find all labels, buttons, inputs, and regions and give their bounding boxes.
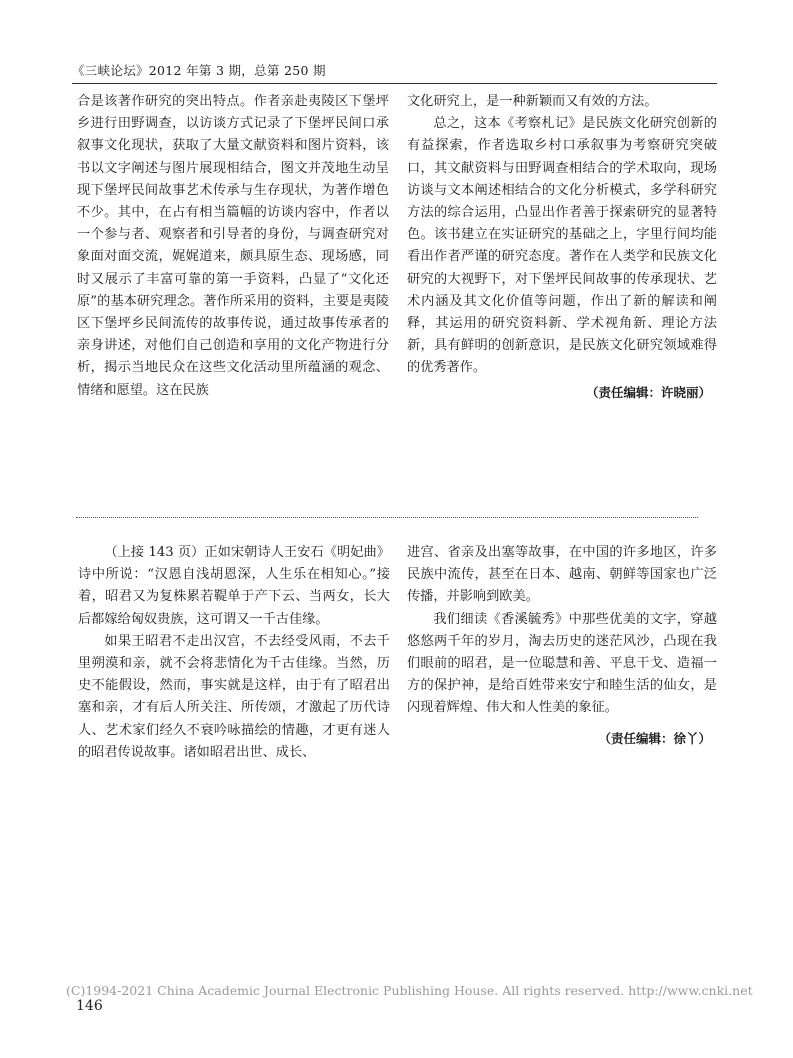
article2-left-paragraph-2: 如果王昭君不走出汉宫，不去经受风雨，不去千里朔漠和亲，就不会将悲情化为千古佳缘。当然，历史不能假设，然而，事实就是这样，由于有了昭君出塞和亲，才有后人所关注、所传颂，才激起了历代诗人、艺术家们经久不衰吟咏描绘的情趣，才更有迷人的昭君传说故事。诸如昭君出世、成长、 <box>78 633 390 760</box>
article1-right-paragraph-1: 文化研究上，是一种新颖而又有效的方法。 <box>407 94 658 109</box>
running-header: 《三峡论坛》2012 年第 3 期，总第 250 期 <box>72 63 326 78</box>
article2-left-paragraph-1: （上接 143 页）正如宋朝诗人王安石《明妃曲》诗中所说：“汉恩自浅胡恩深，人生乐在相知心。”接着，昭君又为复株累若鞮单于产下云、当两女，长大后都嫁给匈奴贵族，这可谓又一千古佳缘。 <box>78 545 390 627</box>
article2-right-column <box>407 542 717 750</box>
article2-right-paragraph-2: 我们细读《香溪毓秀》中那些优美的文字，穿越悠悠两千年的岁月，淘去历史的迷茫风沙，凸现在我们眼前的昭君，是一位聪慧和善、平息干戈、造福一方的保护神，是给百姓带来安宁和睦生活的仙女，是闪现着辉煌、伟大和人性美的象征。 <box>407 611 717 716</box>
article2-right-paragraph-1: 进宫、省亲及出塞等故事，在中国的许多地区，许多民族中流传，甚至在日本、越南、朝鲜等国家也广泛传播，并影响到欧美。 <box>407 545 717 605</box>
article1-right-column <box>407 91 717 404</box>
article1-right-paragraph-2: 总之，这本《考察札记》是民族文化研究创新的有益探索，作者选取乡村口承叙事为考察研究突破口，其文献资料与田野调查相结合的学术取向，现场访谈与文本阐述相结合的文化分析模式，多学科研究方法的综合运用，凸显出作者善于探索研究的显著特色。该书建立在实证研究的基础之上，字里行间均能看出作者严谨的研究态度。著作在人类学和民族文化研究的大视野下，对下堡坪民间故事的传承现状、艺术内涵及其文化价值等问题，作出了新的解读和阐释，其运用的研究资料新、学术视角新、理论方法新，具有鲜明的创新意识，是民族文化研究领域难得的优秀著作。 <box>407 116 717 376</box>
article2-left-column <box>78 542 390 764</box>
article1-left-paragraph: 合是该著作研究的突出特点。作者亲赴夷陵区下堡坪乡进行田野调查，以访谈方式记录了下堡坪民间口承叙事文化现状，获取了大量文献资料和图片资料，该书以文字阐述与图片展现相结合，图文并茂地生动呈现下堡坪民间故事艺术传承与生存现状，为著作增色不少。其中，在占有相当篇幅的访谈内容中，作者以一个参与者、观察者和引导者的身份，与调查研究对象面对面交流，娓娓道来，颇具原生态、现场感，同时又展示了丰富可靠的第一手资料，凸显了“文化还原”的基本研究理念。著作所采用的资料，主要是夷陵区下堡坪乡民间流传的故事传说，通过故事传承者的亲身讲述，对他们自己创造和享用的文化产物进行分析，揭示当地民众在这些文化活动里所蕴涵的观念、情绪和愿望。这在民族 <box>77 94 389 398</box>
page-number: 146 <box>76 998 103 1014</box>
article1-editor-credit: （责任编辑：许晓丽） <box>585 384 711 400</box>
copyright-notice: (C)1994-2021 China Academic Journal Electronic Publishing House. All rights reserved. http://www.cnki.net <box>66 983 753 998</box>
article1-left-column <box>77 91 389 402</box>
article2-editor-credit: （责任编辑：徐丫） <box>598 730 711 746</box>
header-divider <box>72 83 717 84</box>
article-separator <box>76 517 698 518</box>
